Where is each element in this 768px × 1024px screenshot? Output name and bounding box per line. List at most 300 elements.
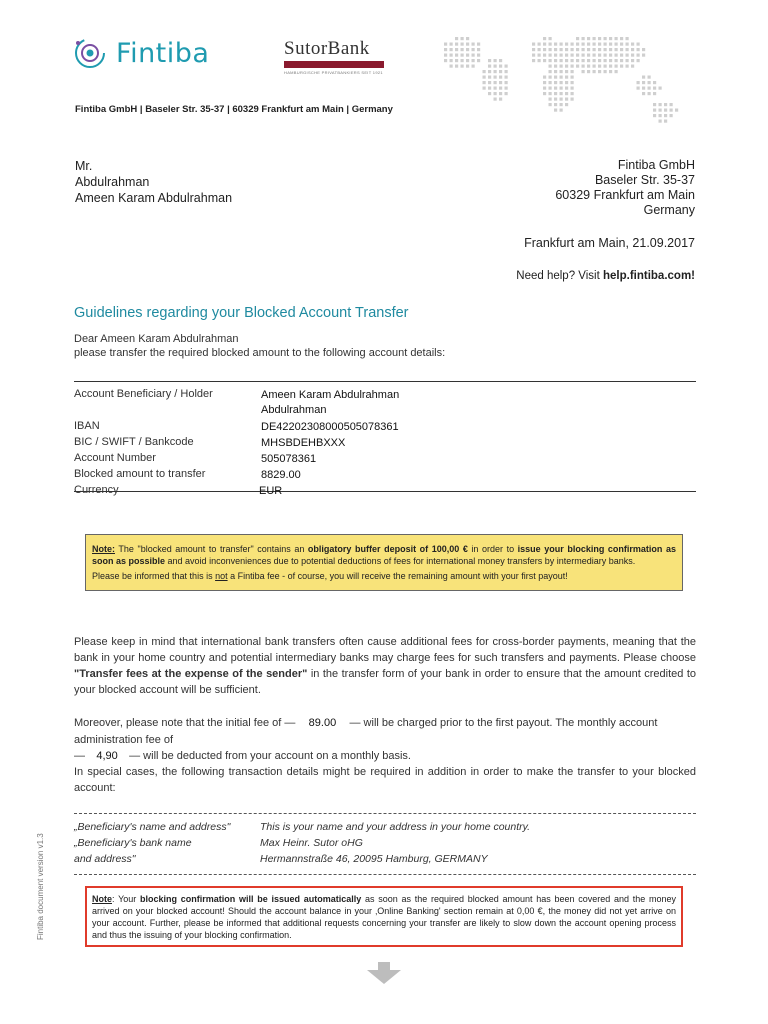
- special-value-2: Max Heinr. Sutor oHG: [260, 837, 363, 849]
- world-map-dot: [587, 54, 590, 57]
- world-map-dot: [455, 65, 458, 68]
- world-map-dot: [659, 120, 662, 123]
- world-map-dot: [444, 43, 447, 46]
- world-map-dot: [637, 43, 640, 46]
- world-map-dot: [648, 76, 651, 79]
- world-map-dot: [565, 59, 568, 62]
- world-map-dot: [604, 59, 607, 62]
- world-map-dot: [670, 109, 673, 112]
- world-map-dot: [532, 43, 535, 46]
- account-value-holder-2: Abdulrahman: [261, 404, 327, 416]
- world-map-dot: [582, 65, 585, 68]
- world-map-dot: [499, 92, 502, 95]
- note2-bold: blocking confirmation will be issued automatically: [140, 894, 362, 904]
- world-map-dot: [461, 48, 464, 51]
- para1-text1: Please keep in mind that international bank transfers often cause additional fees for cross-border payments, meaning that the bank in your home country and potential intermediary banks may charge fees for such transfers and payments. Please choose: [74, 636, 696, 664]
- world-map-dot: [488, 70, 491, 73]
- world-map-dot: [609, 43, 612, 46]
- world-map-dot: [472, 43, 475, 46]
- world-map-dot: [560, 92, 563, 95]
- world-map-dot: [461, 59, 464, 62]
- world-map-dot: [549, 54, 552, 57]
- world-map-dot: [543, 92, 546, 95]
- blocking-confirmation-note: [85, 886, 683, 947]
- world-map-dot: [631, 54, 634, 57]
- initial-fee-value: 89.00: [298, 715, 346, 732]
- company-country: Germany: [643, 203, 695, 217]
- help-link[interactable]: help.fintiba.com!: [603, 270, 695, 282]
- world-map-dot: [560, 81, 563, 84]
- account-label-holder: Account Beneficiary / Holder: [74, 388, 213, 400]
- world-map-dot: [554, 70, 557, 73]
- world-map-dot: [560, 54, 563, 57]
- world-map-dot: [615, 59, 618, 62]
- world-map-dot: [593, 59, 596, 62]
- world-map-dot: [653, 114, 656, 117]
- world-map-dot: [466, 54, 469, 57]
- world-map-dot: [615, 65, 618, 68]
- world-map-dot: [626, 54, 629, 57]
- world-map-dot: [450, 54, 453, 57]
- world-map-dot: [543, 81, 546, 84]
- note1-p2-not: not: [215, 571, 228, 581]
- world-map-dot: [494, 81, 497, 84]
- world-map-dot: [565, 43, 568, 46]
- world-map-dot: [571, 70, 574, 73]
- world-map-dot: [549, 65, 552, 68]
- world-map-dot: [604, 48, 607, 51]
- world-map-dot: [631, 48, 634, 51]
- world-map-dot: [571, 76, 574, 79]
- world-map-dot: [483, 81, 486, 84]
- world-map-dot: [653, 109, 656, 112]
- world-map-dot: [582, 59, 585, 62]
- world-map-dot: [483, 87, 486, 90]
- world-map-dot: [543, 76, 546, 79]
- world-map-dot: [664, 114, 667, 117]
- world-map-dot: [472, 59, 475, 62]
- world-map-dot: [472, 65, 475, 68]
- world-map-dot: [494, 70, 497, 73]
- world-map-dot: [587, 48, 590, 51]
- divider-bottom: [74, 874, 696, 875]
- world-map-dot: [653, 87, 656, 90]
- world-map-dot: [554, 98, 557, 101]
- greeting: [74, 332, 445, 360]
- world-map-dot: [483, 76, 486, 79]
- world-map-dot: [494, 76, 497, 79]
- fees-text1: Moreover, please note that the initial fee of: [74, 717, 282, 729]
- recipient-salutation: Mr.: [75, 159, 93, 173]
- world-map-dot: [604, 37, 607, 40]
- world-map-dot: [604, 54, 607, 57]
- world-map-dot: [598, 70, 601, 73]
- note1-paragraph2: [92, 570, 676, 582]
- world-map-dot: [593, 70, 596, 73]
- note2-text2: as soon as the required blocked amount has been covered and the money arrived on your blocked account! Should the account balance in your ‚Online Banking' section remain at 0,00 €, the money did not yet arrive on your account. Further, please be informed that additional requests concerning your transfer are likely to slow down the account opening process and thus the issuing of your blocking confirmation.: [92, 894, 676, 940]
- world-map-dot: [659, 103, 662, 106]
- world-map-dot: [472, 48, 475, 51]
- world-map-dot: [637, 81, 640, 84]
- world-map-dot: [626, 59, 629, 62]
- world-map-dot: [576, 54, 579, 57]
- world-map-dot: [549, 92, 552, 95]
- world-map-dot: [505, 76, 508, 79]
- world-map-dot: [571, 54, 574, 57]
- world-map-dot: [499, 65, 502, 68]
- world-map-dot: [560, 76, 563, 79]
- world-map-dot: [455, 37, 458, 40]
- sender-address-line: Fintiba GmbH | Baseler Str. 35-37 | 60329 Frankfurt am Main | Germany: [75, 104, 393, 115]
- world-map-dot: [593, 65, 596, 68]
- world-map-dot: [488, 81, 491, 84]
- world-map-dot: [642, 87, 645, 90]
- world-map-dot: [653, 103, 656, 106]
- world-map-dot: [472, 54, 475, 57]
- world-map-dot: [461, 54, 464, 57]
- recipient-block: [75, 158, 232, 206]
- world-map-dot: [670, 114, 673, 117]
- note1-text3: and avoid inconveniences due to potential deductions of fees for international money transfers by intermediary banks.: [165, 556, 636, 566]
- world-map-dot: [642, 48, 645, 51]
- world-map-dot: [549, 48, 552, 51]
- world-map-dot: [565, 70, 568, 73]
- world-map-dot: [538, 48, 541, 51]
- world-map-dot: [582, 48, 585, 51]
- world-map-dot: [554, 92, 557, 95]
- fintiba-logo: [72, 34, 232, 72]
- world-map-dot: [538, 59, 541, 62]
- world-map-dot: [466, 65, 469, 68]
- note2-label: Note: [92, 894, 112, 904]
- world-map-dot: [560, 103, 563, 106]
- world-map-dot: [637, 59, 640, 62]
- world-map-dot: [505, 92, 508, 95]
- world-map-dot: [609, 37, 612, 40]
- world-map-dot: [659, 87, 662, 90]
- world-map-dot: [565, 76, 568, 79]
- special-value-3: Hermannstraße 46, 20095 Hamburg, GERMANY: [260, 853, 488, 865]
- world-map-dot: [565, 92, 568, 95]
- fees-line1: [74, 715, 696, 748]
- account-label-currency: Currency: [74, 484, 119, 496]
- world-map-dot: [499, 59, 502, 62]
- page-title: Guidelines regarding your Blocked Account Transfer: [74, 305, 409, 321]
- world-map-dot: [670, 103, 673, 106]
- special-label-3: and address": [74, 853, 136, 865]
- world-map-dot: [549, 87, 552, 90]
- world-map-dot: [593, 37, 596, 40]
- world-map-dot: [499, 70, 502, 73]
- world-map-dot: [587, 43, 590, 46]
- world-map-dot: [483, 70, 486, 73]
- world-map-dot: [554, 87, 557, 90]
- world-map-dot: [615, 48, 618, 51]
- world-map-dot: [598, 48, 601, 51]
- world-map-dot: [499, 81, 502, 84]
- account-label-number: Account Number: [74, 452, 156, 464]
- world-map-dot: [631, 65, 634, 68]
- world-map-dot: [571, 92, 574, 95]
- world-map-dot: [505, 81, 508, 84]
- world-map-dot: [571, 87, 574, 90]
- note1-text2: in order to: [467, 544, 518, 554]
- account-label-iban: IBAN: [74, 420, 100, 432]
- world-map-dot: [560, 109, 563, 112]
- world-map-dot: [494, 92, 497, 95]
- special-label-2: „Beneficiary's bank name: [74, 837, 192, 849]
- world-map-dot: [620, 59, 623, 62]
- note1-p2-text1: Please be informed that this is: [92, 571, 216, 581]
- world-map-dot: [576, 43, 579, 46]
- world-map-dot: [653, 92, 656, 95]
- world-map-dot: [620, 65, 623, 68]
- world-map-dot: [505, 87, 508, 90]
- world-map-dot: [587, 37, 590, 40]
- world-map-dot: [593, 43, 596, 46]
- world-map-dot: [659, 114, 662, 117]
- world-map-dot: [609, 48, 612, 51]
- special-cases-paragraph: In special cases, the following transaction details might be required in addition in order to make the transfer to your blocked account:: [74, 766, 696, 794]
- world-map-dot: [571, 81, 574, 84]
- world-map-dot: [626, 48, 629, 51]
- world-map-dot: [604, 43, 607, 46]
- world-map-dot: [565, 87, 568, 90]
- world-map-dot: [488, 65, 491, 68]
- world-map-dot: [543, 48, 546, 51]
- sutorbank-logo: [284, 38, 384, 75]
- world-map-dot: [571, 43, 574, 46]
- world-map-dot: [615, 37, 618, 40]
- world-map-dot: [582, 43, 585, 46]
- world-map-dot: [477, 54, 480, 57]
- company-name: Fintiba GmbH: [617, 158, 695, 172]
- world-map-dot: [450, 43, 453, 46]
- world-map-dot: [554, 43, 557, 46]
- recipient-line1: Abdulrahman: [75, 175, 150, 189]
- world-map-dot: [554, 48, 557, 51]
- world-map-dot: [620, 54, 623, 57]
- world-map-dot: [554, 54, 557, 57]
- world-map-dot: [587, 59, 590, 62]
- arrow-down-icon: [367, 962, 401, 984]
- company-address-block: [555, 158, 695, 218]
- recipient-line2: Ameen Karam Abdulrahman: [75, 191, 233, 205]
- world-map-dot: [488, 87, 491, 90]
- world-map-dot: [560, 48, 563, 51]
- world-map-dot: [615, 70, 618, 73]
- world-map-dot: [554, 65, 557, 68]
- world-map-dot: [543, 59, 546, 62]
- world-map-dot: [609, 65, 612, 68]
- account-value-bic: MHSBDEHBXXX: [261, 437, 346, 449]
- world-map-dot: [637, 54, 640, 57]
- world-map-dot: [598, 65, 601, 68]
- world-map-dot: [653, 81, 656, 84]
- world-map-dot: [604, 65, 607, 68]
- account-label-bic: BIC / SWIFT / Bankcode: [74, 436, 194, 448]
- world-map-dot: [466, 37, 469, 40]
- world-map-dot: [576, 59, 579, 62]
- world-map-dot: [565, 98, 568, 101]
- world-map-dot: [505, 65, 508, 68]
- special-label-1: „Beneficiary's name and address": [74, 821, 231, 833]
- world-map-dot: [450, 48, 453, 51]
- world-map-dot: [549, 43, 552, 46]
- world-map-dot: [609, 70, 612, 73]
- world-map-dot: [450, 59, 453, 62]
- world-map-dot: [598, 59, 601, 62]
- world-map-dot: [560, 70, 563, 73]
- world-map-dot: [571, 98, 574, 101]
- world-map-dot: [543, 54, 546, 57]
- world-map-dot: [631, 59, 634, 62]
- note1-text1: The "blocked amount to transfer" contains an: [115, 544, 308, 554]
- world-map-dot: [620, 37, 623, 40]
- world-map-dot: [488, 76, 491, 79]
- special-value-1: This is your name and your address in your home country.: [260, 821, 531, 833]
- world-map-dot: [461, 65, 464, 68]
- world-map-dot: [543, 87, 546, 90]
- para1-text2: in the transfer form of your bank in order to ensure that the amount credited to your blocked account will be sufficient.: [74, 668, 697, 696]
- world-map-dot: [455, 43, 458, 46]
- divider-top: [74, 813, 696, 814]
- para1-bold: "Transfer fees at the expense of the sender": [74, 668, 308, 680]
- world-map-dot: [642, 54, 645, 57]
- buffer-deposit-note: [85, 534, 683, 591]
- world-map-dot: [620, 48, 623, 51]
- world-map-dot: [505, 70, 508, 73]
- world-map-dot: [560, 65, 563, 68]
- world-map-dot: [488, 92, 491, 95]
- greeting-line1: Dear Ameen Karam Abdulrahman: [74, 333, 239, 345]
- world-map-dot: [642, 81, 645, 84]
- world-map-dot: [549, 59, 552, 62]
- fintiba-logo-icon: [72, 35, 108, 71]
- world-map-dot: [626, 37, 629, 40]
- world-map-dot: [587, 65, 590, 68]
- world-map-dot: [598, 54, 601, 57]
- world-map-dot: [598, 37, 601, 40]
- world-map-dot: [532, 48, 535, 51]
- account-value-number: 505078361: [261, 453, 317, 465]
- world-map-dot: [477, 43, 480, 46]
- account-label-amount: Blocked amount to transfer: [74, 468, 206, 480]
- world-map-dot: [543, 37, 546, 40]
- world-map-dot: [477, 48, 480, 51]
- world-map-dot: [571, 59, 574, 62]
- sutorbank-tagline: HAMBURGISCHE PRIVATBANKIERS SEIT 1921: [284, 70, 383, 75]
- account-value-amount: 8829.00: [261, 469, 301, 481]
- world-map-dot: [587, 70, 590, 73]
- world-map-dot: [571, 48, 574, 51]
- world-map-dot: [565, 65, 568, 68]
- world-map-dot: [582, 54, 585, 57]
- world-map-dot: [488, 59, 491, 62]
- world-map-dot: [664, 120, 667, 123]
- world-map-dot: [538, 54, 541, 57]
- world-map-dot: [664, 103, 667, 106]
- world-map-dot: [576, 37, 579, 40]
- world-map-dot: [582, 37, 585, 40]
- world-map-dot: [455, 48, 458, 51]
- company-street: Baseler Str. 35-37: [594, 173, 695, 187]
- world-map-dot: [494, 98, 497, 101]
- fees-text2: — will be charged prior to the first payout. The monthly account administration fee of: [74, 717, 658, 746]
- note1-bold2: issue your blocking confirmation as soon as possible: [92, 544, 676, 566]
- world-map-dot: [560, 87, 563, 90]
- world-map-dot: [444, 59, 447, 62]
- world-map-dot: [455, 54, 458, 57]
- world-map-dot: [543, 43, 546, 46]
- world-map-dot: [444, 54, 447, 57]
- world-map-dot: [582, 70, 585, 73]
- world-map-dot: [626, 43, 629, 46]
- world-map-dot: [477, 59, 480, 62]
- world-map-dot: [455, 59, 458, 62]
- fintiba-logo-text: Fintiba: [116, 37, 210, 69]
- world-map-dot: [615, 43, 618, 46]
- greeting-line2: please transfer the required blocked amount to the following account details:: [74, 347, 446, 359]
- world-map-dot: [571, 65, 574, 68]
- fees-paragraph: [74, 715, 696, 765]
- world-map-dot: [494, 87, 497, 90]
- world-map-dot: [565, 81, 568, 84]
- world-map-dot: [549, 76, 552, 79]
- world-map-dot: [549, 37, 552, 40]
- world-map-dot: [648, 92, 651, 95]
- date-line: Frankfurt am Main, 21.09.2017: [524, 236, 695, 250]
- account-value-holder: Ameen Karam Abdulrahman: [261, 389, 400, 401]
- world-map-dot: [642, 92, 645, 95]
- world-map-dot: [450, 65, 453, 68]
- note1-label: Note:: [92, 544, 115, 554]
- account-value-iban: DE42202308000505078361: [261, 421, 399, 433]
- world-map-dot: [659, 109, 662, 112]
- note1-p2-text2: a Fintiba fee - of course, you will receive the remaining amount with your first payout!: [227, 571, 568, 581]
- world-map-dot: [637, 87, 640, 90]
- world-map-dot: [648, 81, 651, 84]
- world-map-graphic: [440, 22, 698, 140]
- help-prefix: Need help? Visit: [516, 270, 603, 282]
- fees-dash1: —: [284, 717, 296, 729]
- world-map-dot: [576, 65, 579, 68]
- world-map-dot: [494, 65, 497, 68]
- world-map-dot: [549, 81, 552, 84]
- world-map-dot: [565, 48, 568, 51]
- note2-text1: : Your: [112, 894, 140, 904]
- world-map-dot: [560, 59, 563, 62]
- world-map-dot: [554, 81, 557, 84]
- world-map-dot: [466, 59, 469, 62]
- world-map-dot: [554, 76, 557, 79]
- world-map-dot: [598, 43, 601, 46]
- fees-text3: — will be deducted from your account on a monthly basis.: [129, 750, 411, 762]
- document-version: Fintiba document version v1.3: [36, 833, 45, 940]
- world-map-dot: [560, 43, 563, 46]
- world-map-dot: [675, 109, 678, 112]
- world-map-dot: [494, 59, 497, 62]
- world-map-dot: [554, 103, 557, 106]
- note1-bold1: obligatory buffer deposit of 100,00 €: [307, 544, 468, 554]
- world-map-dot: [609, 54, 612, 57]
- world-map-dot: [560, 98, 563, 101]
- help-line: [516, 270, 695, 282]
- world-map-dot: [565, 54, 568, 57]
- world-map-dot: [466, 48, 469, 51]
- fees-dash2: —: [74, 750, 85, 762]
- world-map-dot: [637, 48, 640, 51]
